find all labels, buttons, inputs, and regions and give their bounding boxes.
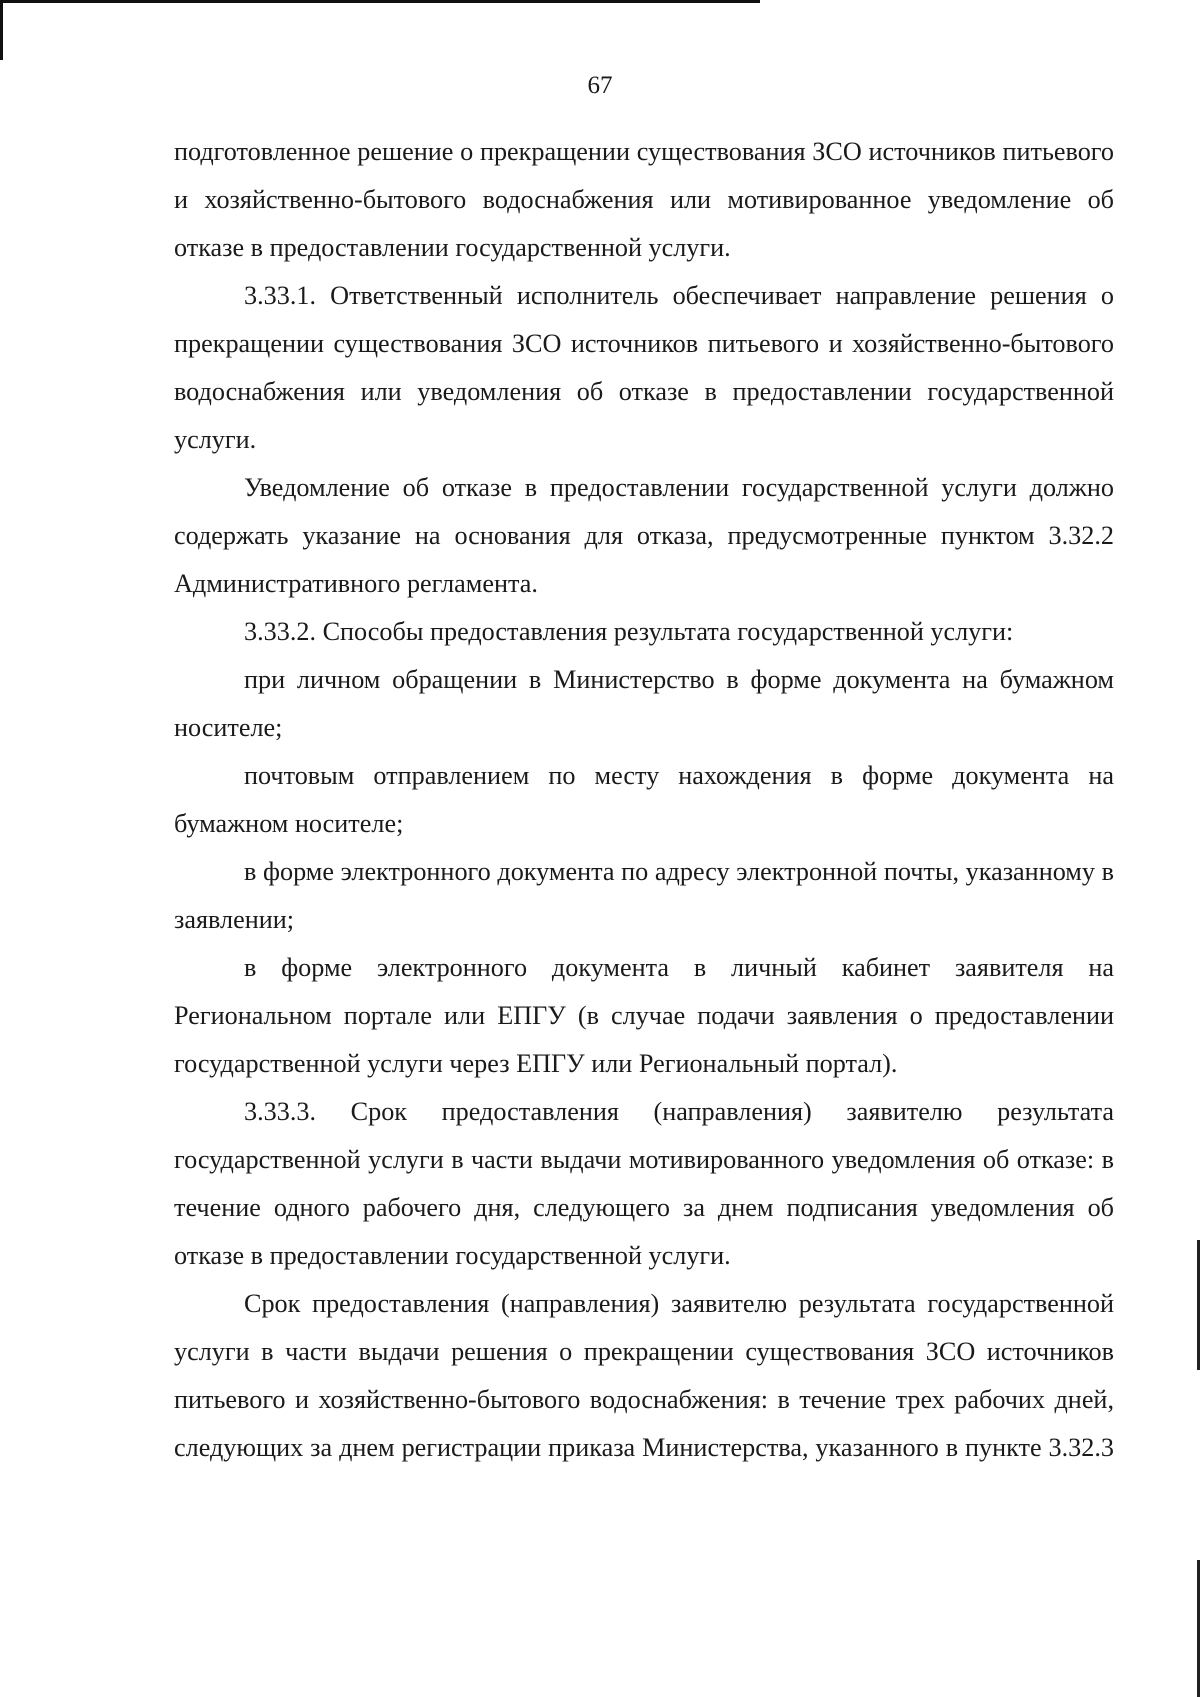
scan-border-left [0, 0, 3, 60]
list-item-postal: почтовым отправлением по месту нахождения в форме документа на бумажном носителе; [174, 761, 1114, 838]
list-item-personal-visit: при личном обращении в Министерство в форме документа на бумажном носителе; [174, 665, 1114, 742]
paragraph-decision-term: Срок предоставления (направления) заявителю результата государственной услуги в части выдачи решения о прекращении существования ЗСО источников питьевого и хозяйственно-бытового водоснабжения: в течение трех рабочих дней, следующих за днем регистрации приказа Министерства, указанного в пункте 3.32.3 [174, 1289, 1114, 1462]
paragraph-3-33-3: 3.33.3. Срок предоставления (направления) заявителю результата государственной услуги в части выдачи мотивированного уведомления об отказе: в течение одного рабочего дня, следующего за днем подписания уведомления об отказе в предоставлении государственной услуги. [174, 1097, 1114, 1270]
paragraph-refusal-notice: Уведомление об отказе в предоставлении государственной услуги должно содержать указание на основания для отказа, предусмотренные пунктом 3.32.2 Административного регламента. [174, 473, 1114, 598]
scan-border-top [0, 0, 760, 3]
paragraph-3-33-1: 3.33.1. Ответственный исполнитель обеспечивает направление решения о прекращении существования ЗСО источников питьевого и хозяйственно-бытового водоснабжения или уведомления об отказе в предоставлении государственной услуги. [174, 281, 1114, 454]
paragraph-3-33-2: 3.33.2. Способы предоставления результата государственной услуги: [244, 617, 1014, 646]
list-item-email: в форме электронного документа по адресу электронной почты, указанному в заявлении; [174, 857, 1114, 934]
document-body [174, 128, 1114, 1472]
paragraph-continuation: подготовленное решение о прекращении существования ЗСО источников питьевого и хозяйственно-бытового водоснабжения или мотивированное уведомление об отказе в предоставлении государственной услуги. [174, 137, 1114, 262]
page-number: 67 [587, 72, 613, 99]
list-item-personal-cabinet: в форме электронного документа в личный кабинет заявителя на Региональном портале или ЕПГУ (в случае подачи заявления о предоставлении государственной услуги через ЕПГУ или Региональный портал). [174, 953, 1114, 1078]
